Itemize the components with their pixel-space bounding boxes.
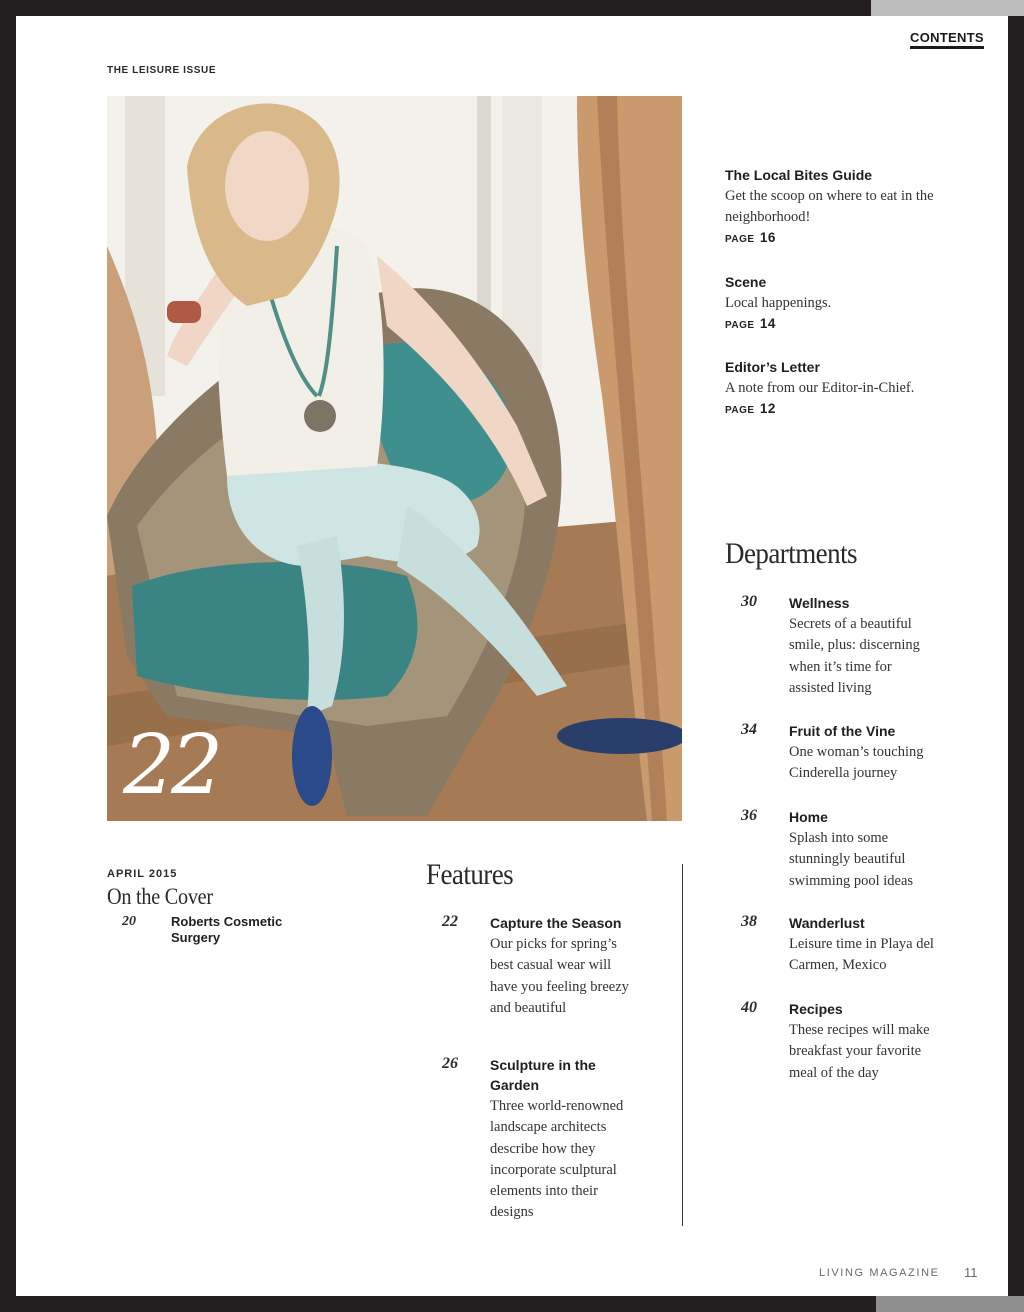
story-page-ref <box>725 230 955 245</box>
contents-label: CONTENTS <box>910 30 984 49</box>
story-page-ref <box>725 401 955 416</box>
entry-title: Capture the Season <box>490 915 622 931</box>
magazine-page <box>16 16 1008 1296</box>
story-editors-letter[interactable] <box>725 359 955 416</box>
photo-illustration <box>107 96 682 821</box>
entry-page-number: 38 <box>741 913 757 930</box>
story-scene[interactable] <box>725 274 955 331</box>
story-description: Get the scoop on where to eat in the neighborhood! <box>725 188 934 225</box>
entry-description: One woman’s touching Cinderella journey <box>789 744 924 782</box>
corner-tab-top <box>871 0 1024 16</box>
story-description: A note from our Editor-in-Chief. <box>725 380 915 396</box>
story-title: Editor’s Letter <box>725 359 820 375</box>
entry-page-number: 34 <box>741 721 757 738</box>
story-title: Scene <box>725 274 767 290</box>
entry-page-number: 40 <box>741 999 757 1016</box>
entry-description: Secrets of a beautiful smile, plus: discerning when it’s time for assisted living <box>789 616 920 696</box>
cover-page-number: 22 <box>123 718 220 813</box>
page-number: 14 <box>759 316 776 331</box>
page-label: PAGE <box>725 320 755 331</box>
entry-page-number: 36 <box>741 807 757 824</box>
entry-title: Sculpture in the Garden <box>490 1057 596 1093</box>
page-number: 12 <box>759 401 776 416</box>
corner-tab-bottom <box>876 1296 1024 1312</box>
entry-page-number: 30 <box>741 593 757 610</box>
on-the-cover-heading: On the Cover <box>107 884 213 909</box>
page-number: 16 <box>759 230 776 245</box>
entry-description: Our picks for spring’s best casual wear will have you feeling breezy and beautiful <box>490 936 629 1016</box>
cover-entry-page: 20 <box>122 914 136 929</box>
page-label: PAGE <box>725 405 755 416</box>
entry-title: Home <box>789 809 828 825</box>
story-description: Local happenings. <box>725 295 832 311</box>
issue-date: APRIL 2015 <box>107 868 178 880</box>
issue-label: THE LEISURE ISSUE <box>107 65 217 76</box>
entry-page-number: 22 <box>442 913 458 930</box>
features-heading: Features <box>426 858 514 891</box>
departments-heading: Departments <box>725 537 858 570</box>
entry-title: Fruit of the Vine <box>789 723 896 739</box>
entry-title: Wellness <box>789 595 850 611</box>
page-label: PAGE <box>725 234 755 245</box>
story-title: The Local Bites Guide <box>725 167 873 183</box>
footer-page-number: 11 <box>964 1265 978 1280</box>
story-local-bites[interactable] <box>725 167 955 245</box>
cover-photo <box>107 96 682 821</box>
column-divider <box>682 864 683 1226</box>
story-page-ref <box>725 316 955 331</box>
entry-title: Recipes <box>789 1001 843 1017</box>
footer-magazine-name: LIVING MAGAZINE <box>819 1267 940 1279</box>
entry-title: Wanderlust <box>789 915 865 931</box>
entry-description: Three world-renowned landscape architects describe how they incorporate sculptural elements into their designs <box>490 1098 624 1221</box>
entry-description: Splash into some stunningly beautiful swimming pool ideas <box>789 830 914 889</box>
entry-description: Leisure time in Playa del Carmen, Mexico <box>789 936 934 974</box>
entry-description: These recipes will make breakfast your favorite meal of the day <box>789 1022 930 1081</box>
cover-entry-title[interactable]: Roberts Cosmetic Surgery <box>171 914 283 945</box>
entry-page-number: 26 <box>442 1055 458 1072</box>
